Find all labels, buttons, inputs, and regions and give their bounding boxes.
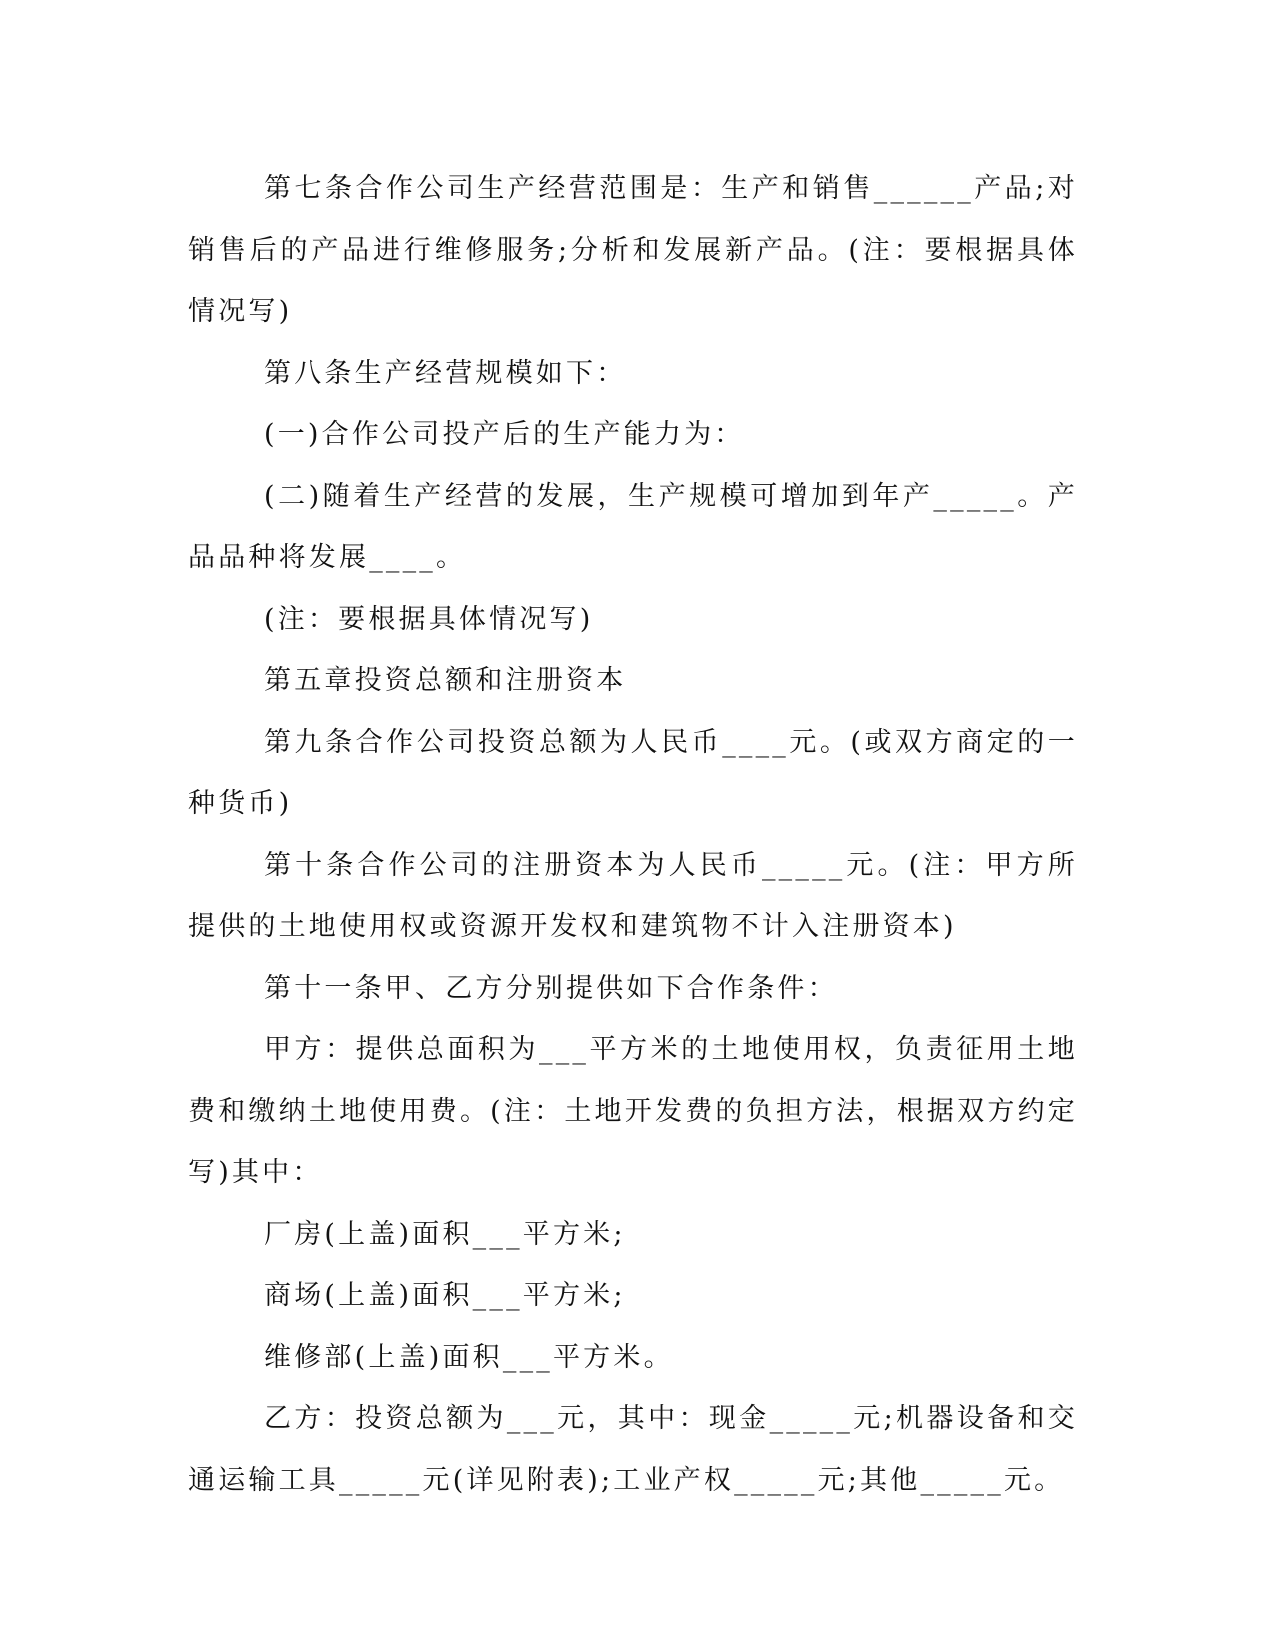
note-paragraph: (注：要根据具体情况写) <box>264 603 594 635</box>
article-8-item-2: (二)随着生产经营的发展，生产规模可增加到年产_____。产品品种将发展____。 <box>188 480 1078 573</box>
article-8-paragraph: 第八条生产经营规模如下： <box>264 357 627 389</box>
article-7-paragraph: 第七条合作公司生产经营范围是：生产和销售______产品;对销售后的产品进行维修服务;分析和发展新产品。(注：要根据具体情况写) <box>188 173 1078 327</box>
article-8-item-1: (一)合作公司投产后的生产能力为： <box>264 419 745 450</box>
party-a-paragraph: 甲方：提供总面积为___平方米的土地使用权，负责征用土地费和缴纳土地使用费。(注：土地开发费的负担方法，根据双方约定写)其中： <box>188 1034 1078 1188</box>
party-b-paragraph: 乙方：投资总额为___元，其中：现金_____元;机器设备和交通运输工具_____元(详见附表);工业产权_____元;其他_____元。 <box>188 1403 1078 1496</box>
factory-area-line: 厂房(上盖)面积___平方米; <box>264 1218 626 1250</box>
mall-area-line: 商场(上盖)面积___平方米; <box>264 1280 626 1311</box>
document-body <box>188 158 1078 1511</box>
article-10-paragraph: 第十条合作公司的注册资本为人民币_____元。(注：甲方所提供的土地使用权或资源开发权和建筑物不计入注册资本) <box>188 849 1078 942</box>
article-11-paragraph: 第十一条甲、乙方分别提供如下合作条件： <box>264 972 838 1004</box>
repair-area-line: 维修部(上盖)面积___平方米。 <box>264 1341 674 1373</box>
chapter-5-heading: 第五章投资总额和注册资本 <box>264 665 627 696</box>
article-9-paragraph: 第九条合作公司投资总额为人民币____元。(或双方商定的一种货币) <box>188 726 1078 819</box>
